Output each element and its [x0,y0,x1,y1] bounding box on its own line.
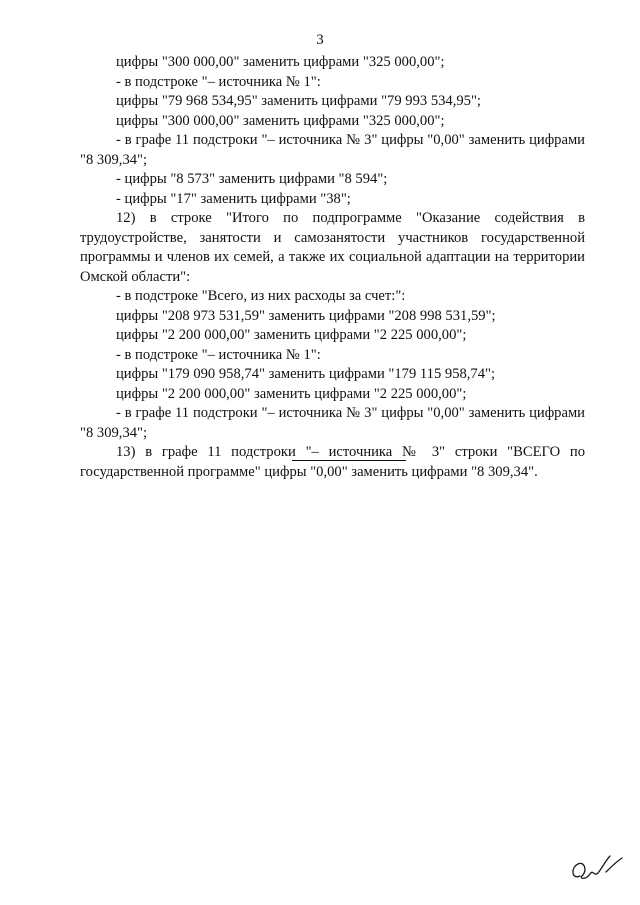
paragraph: 13) в графе 11 подстроки "– источника № 3" строки "ВСЕГО по государственной программе" цифры "0,00" заменить цифрами "8 309,34". [80,444,585,480]
paragraph: цифры "79 968 534,95" заменить цифрами "79 993 534,95"; [116,93,481,109]
paragraph: цифры "300 000,00" заменить цифрами "325 000,00"; [116,54,445,70]
signature-mark [566,850,626,890]
end-divider-line [292,460,406,461]
page-number: 3 [316,32,324,48]
paragraph: цифры "2 200 000,00" заменить цифрами "2 225 000,00"; [116,327,467,343]
paragraph: цифры "2 200 000,00" заменить цифрами "2 225 000,00"; [116,385,467,402]
paragraph: - в графе 11 подстроки "– источника № 3" цифры "0,00" заменить цифрами "8 309,34"; [80,132,585,168]
paragraph: - в графе 11 подстроки "– источника № 3" цифры "0,00" заменить цифрами "8 309,34"; [80,405,585,441]
paragraph: цифры "300 000,00" заменить цифрами "325 000,00"; [116,112,445,129]
paragraph: цифры "179 090 958,74" заменить цифрами "179 115 958,74"; [116,366,496,382]
paragraph: цифры "208 973 531,59" заменить цифрами "208 998 531,59"; [116,307,496,324]
paragraph: 12) в строке "Итого по подпрограмме "Оказание содействия в трудоустройстве, занятости и самозанятости участников государственной программы и членов их семей, а также их социальной адаптации на территории Омской области": [80,210,585,285]
document-body [80,53,585,482]
paragraph: - в подстроке "Всего, из них расходы за счет:": [116,288,406,304]
paragraph: - цифры "17" заменить цифрами "38"; [116,190,351,207]
paragraph: - в подстроке "– источника № 1": [116,346,321,363]
paragraph: - в подстроке "– источника № 1": [116,73,321,90]
paragraph: - цифры "8 573" заменить цифрами "8 594"; [116,171,388,187]
